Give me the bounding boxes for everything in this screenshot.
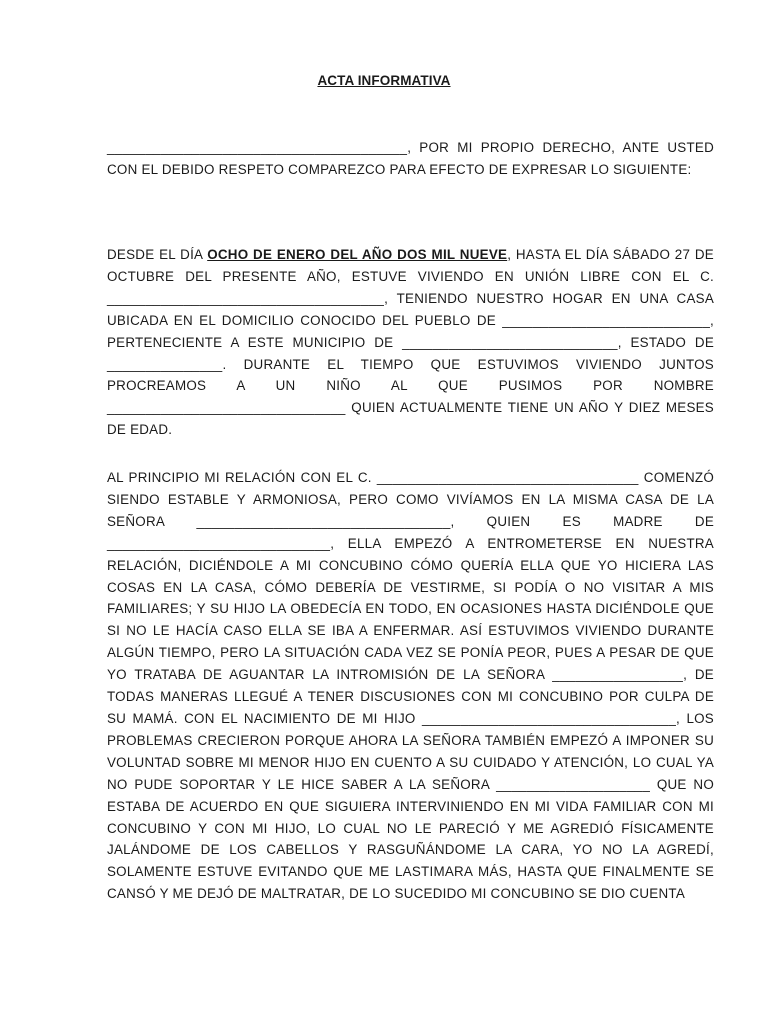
paragraph-intro: [107, 137, 714, 181]
cohabitation-text: , HASTA EL DÍA SÁBADO 27 DE OCTUBRE DEL PRESENTE AÑO, ESTUVE VIVIENDO EN UNIÓN LIBRE CON EL C. ____________________________________, TENIENDO NUESTRO HOGAR EN UNA CASA UBICADA EN EL DOMICILIO CONOCIDO DEL PUEBLO DE ___________________________, PERTENECIENTE A ESTE MUNICIPIO DE ____________________________, ESTADO DE _______________. DURANTE EL TIEMPO QUE ESTUVIMOS VIVIENDO JUNTOS PROCREAMOS A UN NIÑO AL QUE PUSIMOS POR NOMBRE _______________________________ QUIEN ACTUALMENTE TIENE UN AÑO Y DIEZ MESES DE EDAD.: [107, 247, 714, 438]
bold-date: OCHO DE ENERO DEL AÑO DOS MIL NUEVE: [207, 247, 508, 262]
name-blank: _______________________________________: [107, 140, 408, 155]
document-title: ACTA INFORMATIVA: [317, 73, 451, 88]
paragraph-lead: DESDE EL DÍA: [107, 247, 208, 262]
intro-text: , POR MI PROPIO DERECHO, ANTE USTED CON EL DEBIDO RESPETO COMPAREZCO PARA EFECTO DE EXPRESAR LO SIGUIENTE:: [107, 140, 714, 177]
paragraph-relationship: [107, 467, 714, 905]
paragraph-cohabitation: [107, 244, 714, 441]
relationship-text: AL PRINCIPIO MI RELACIÓN CON EL C. __________________________________ COMENZÓ SIENDO ESTABLE Y ARMONIOSA, PERO COMO VIVÍAMOS EN LA MISMA CASA DE LA SEÑORA _________________________________, QUIEN ES MADRE DE _____________________________, ELLA EMPEZÓ A ENTROMETERSE EN NUESTRA RELACIÓN, DICIÉNDOLE A MI CONCUBINO CÓMO QUERÍA ELLA QUE YO HICIERA LAS COSAS EN LA CASA, CÓMO DEBERÍA DE VESTIRME, SI PODÍA O NO VISITAR A MIS FAMILIARES; Y SU HIJO LA OBEDECÍA EN TODO, EN OCASIONES HASTA DICIÉNDOLE QUE SI NO LE HACÍA CASO ELLA SE IBA A ENFERMAR. ASÍ ESTUVIMOS VIVIENDO DURANTE ALGÚN TIEMPO, PERO LA SITUACIÓN CADA VEZ SE PONÍA PEOR, PUES A PESAR DE QUE YO TRATABA DE AGUANTAR LA INTROMISIÓN DE LA SEÑORA _________________, DE TODAS MANERAS LLEGUÉ A TENER DISCUSIONES CON MI CONCUBINO POR CULPA DE SU MAMÁ. CON EL NACIMIENTO DE MI HIJO _________________________________, LOS PROBLEMAS CRECIERON PORQUE AHORA LA SEÑORA TAMBIÉN EMPEZÓ A IMPONER SU VOLUNTAD SOBRE MI MENOR HIJO EN CUENTO A SU CUIDADO Y ATENCIÓN, LO CUAL YA NO PUDE SOPORTAR Y LE HICE SABER A LA SEÑORA ____________________ QUE NO ESTABA DE ACUERDO EN QUE SIGUIERA INTERVINIENDO EN MI VIDA FAMILIAR CON MI CONCUBINO Y CON MI HIJO, LO CUAL NO LE PARECIÓ Y ME AGREDIÓ FÍSICAMENTE JALÁNDOME DE LOS CABELLOS Y RASGUÑÁNDOME LA CARA, YO NO LA AGREDÍ, SOLAMENTE ESTUVE EVITANDO QUE ME LASTIMARA MÁS, HASTA QUE FINALMENTE SE CANSÓ Y ME DEJÓ DE MALTRATAR, DE LO SUCEDIDO MI CONCUBINO SE DIO CUENTA: [107, 470, 714, 902]
